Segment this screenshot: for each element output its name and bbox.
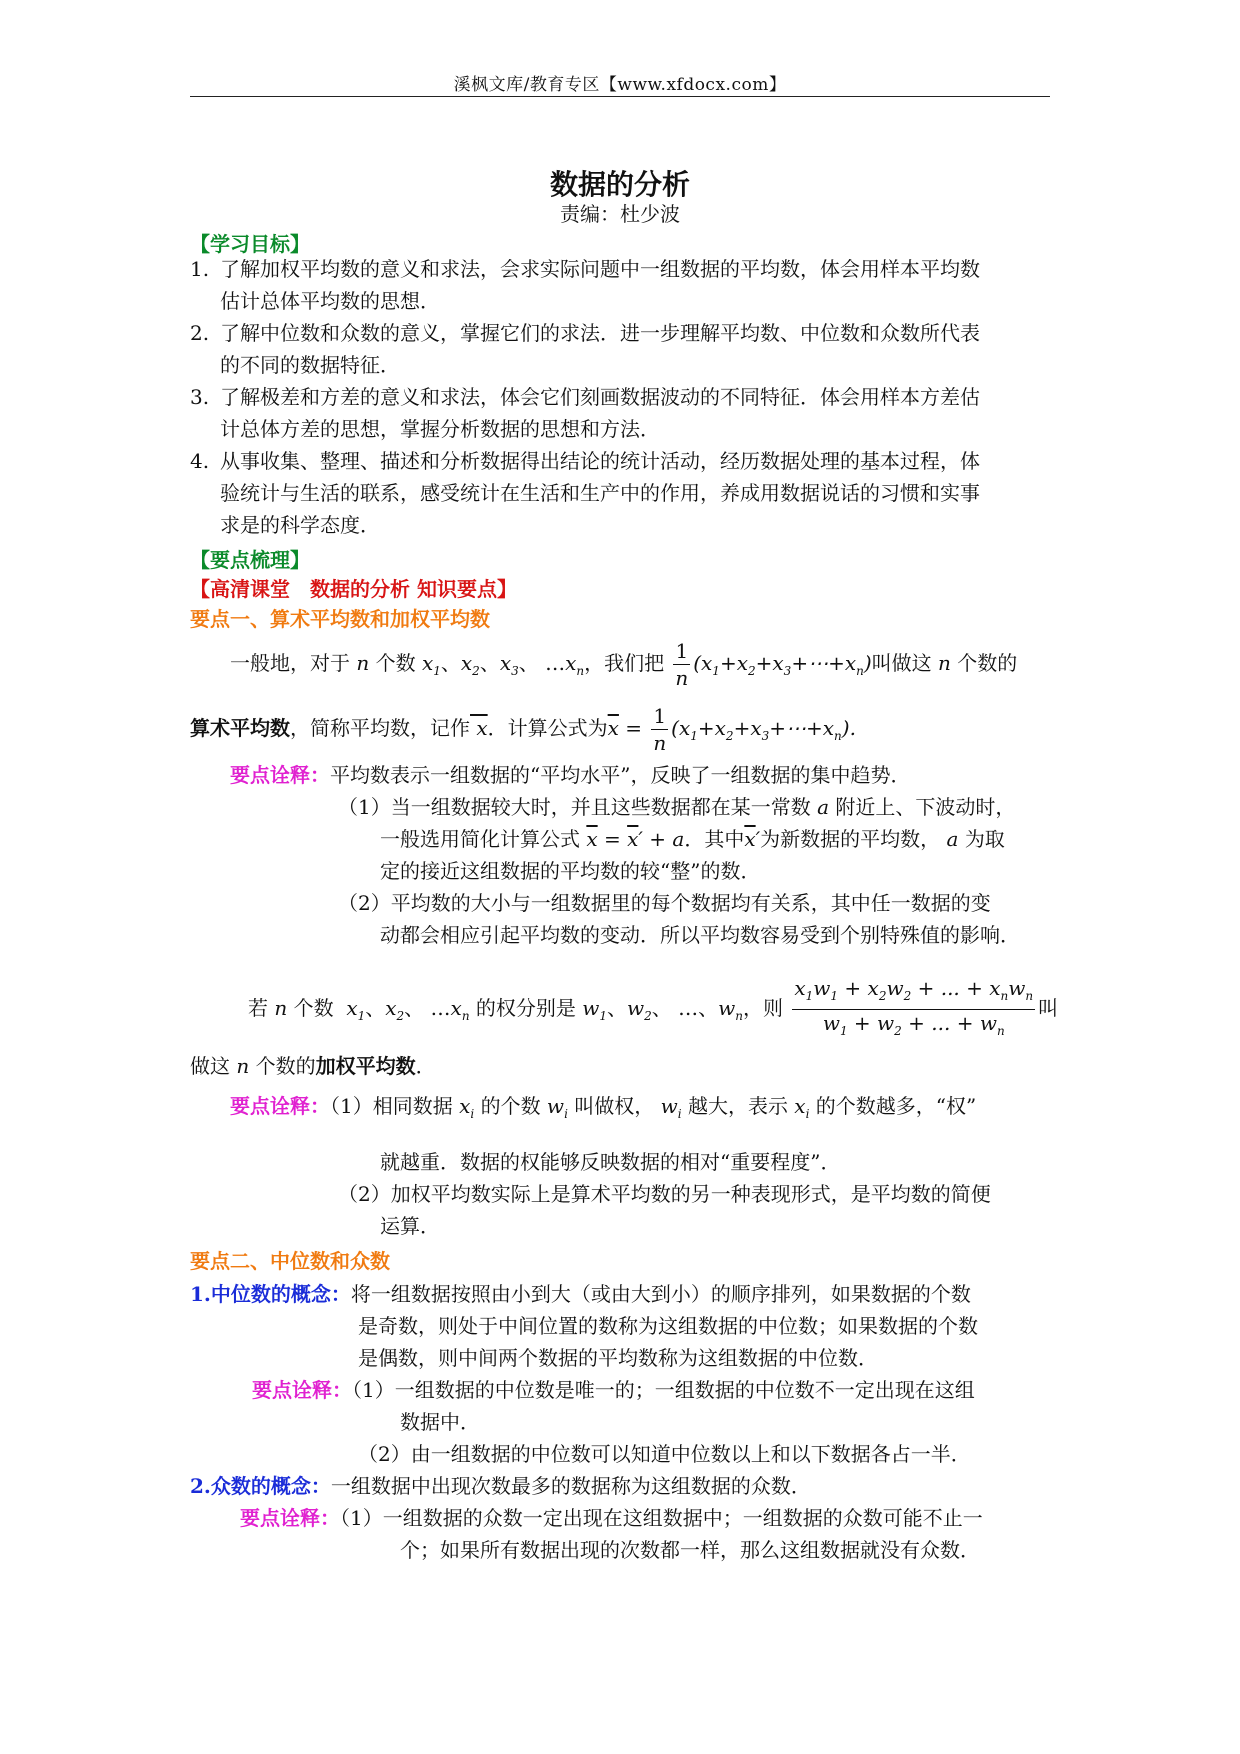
note2-line1: 要点诠释：（1）相同数据 $x_i$ 的个数 $w_i$ 叫做权， $w_i$ 越大，表示 $x_i$ 的个数越多，“权” xyxy=(230,1094,977,1121)
arith-mean-line2: 算术平均数，简称平均数，记作 x．计算公式为$\overline{x}$ = $\frac{1}{n}$ $(x_1+x_2+x_3+\cdots+x_n)$. xyxy=(190,704,856,755)
weighted-line2: 做这 n 个数的加权平均数． xyxy=(190,1054,436,1078)
note2-item2-line2: 运算． xyxy=(380,1214,440,1238)
text-run: 一组数据中出现次数最多的数据称为这组数据的众数． xyxy=(330,1474,811,1498)
weighted-fraction: $\frac{x_1w_1 + x_2w_2 + ... + x_nw_n}{w_1 + w_2 + ... + w_n}$ xyxy=(794,976,1034,1038)
median-note-line1 xyxy=(252,1374,975,1406)
text-run: 个数的 xyxy=(255,1054,316,1078)
note-label: 要点诠释： xyxy=(230,1094,330,1118)
formula-sum: $(x_1+x_2+x_3+\cdots+x_n)$ xyxy=(693,651,872,678)
note2-item2-line1: （2）加权平均数实际上是算术平均数的另一种表现形式，是平均数的简便 xyxy=(338,1182,991,1206)
goal-item xyxy=(190,317,1050,381)
note1-item2-line1: （2）平均数的大小与一组数据里的每个数据均有关系，其中任一数据的变 xyxy=(338,891,991,915)
median-line2: 是奇数，则处于中间位置的数称为这组数据的中位数；如果数据的个数 xyxy=(358,1314,978,1338)
text-run: ．其中 xyxy=(684,827,745,851)
text-run: （1）一组数据的中位数是唯一的；一组数据的中位数不一定出现在这组 xyxy=(352,1378,975,1402)
text-run: 叫做权， xyxy=(574,1094,655,1118)
goal-line: 从事收集、整理、描述和分析数据得出结论的统计活动，经历数据处理的基本过程，体 xyxy=(220,449,980,473)
goals-list xyxy=(190,253,1050,541)
editor-line: 责编：杜少波 xyxy=(560,202,680,226)
text-run: 将一组数据按照由小到大（或由大到小）的顺序排列，如果数据的个数 xyxy=(350,1282,971,1306)
mode-label: 2.众数的概念： xyxy=(190,1474,331,1498)
text-run: （1）相同数据 xyxy=(330,1094,453,1118)
section-video-heading: 【高清课堂 数据的分析 知识要点】 xyxy=(190,577,517,601)
point1-heading: 要点一、算术平均数和加权平均数 xyxy=(190,607,490,631)
text-run: 做这 xyxy=(190,1054,230,1078)
text-run: 为取 xyxy=(964,827,1005,851)
fraction-1-over-n: $\frac{1}{n}$ xyxy=(675,639,689,690)
mode-line1 xyxy=(190,1470,811,1502)
text-run: ，则 xyxy=(743,996,784,1020)
section-points-heading: 【要点梳理】 xyxy=(190,548,310,572)
goal-line: 了解中位数和众数的意义，掌握它们的求法．进一步理解平均数、中位数和众数所代表 xyxy=(220,321,980,345)
weighted-line1: 若 n 个数 $x_1$、$x_2$、 $\dots x_n$ 的权分别是 $w_1$、$w_2$、 …、$w_n$，则 $\frac{x_1w_1 + x_2w_2 + ... + x_nw_n}{w_1 + w_2 + ... + w_n}$ 叫 xyxy=(248,975,1058,1044)
goal-number: 4. xyxy=(190,449,210,473)
median-line3: 是偶数，则中间两个数据的平均数称为这组数据的中位数． xyxy=(358,1346,878,1370)
note-label: 要点诠释： xyxy=(240,1506,340,1530)
text-run: 若 xyxy=(248,996,268,1020)
note1-item1-line1: （1）当一组数据较大时，并且这些数据都在某一常数 a 附近上、下波动时， xyxy=(338,795,1016,819)
text-run: 叫 xyxy=(1038,996,1059,1020)
text-run: ．计算公式为 xyxy=(487,716,608,740)
section-goals-heading: 【学习目标】 xyxy=(190,232,310,256)
text-run: （1）一组数据的众数一定出现在这组数据中；一组数据的众数可能不止一 xyxy=(340,1506,983,1530)
note-label: 要点诠释： xyxy=(252,1378,352,1402)
text-run: 附近上、下波动时， xyxy=(835,795,1016,819)
formula-sum: $(x_1+x_2+x_3+\cdots+x_n)$. xyxy=(671,716,856,743)
median-note-line3: （2）由一组数据的中位数可以知道中位数以上和以下数据各占一半． xyxy=(358,1442,971,1466)
arith-mean-line1: 一般地，对于 n 个数 $x_1$、$x_2$、$x_3$、 $\dots x_n$，我们把 $\frac{1}{n}$ $(x_1+x_2+x_3+\cdots+x_n)$叫做这 n 个数的 xyxy=(230,639,1018,690)
goal-number: 2. xyxy=(190,321,210,345)
text-run: 的个数越多，“权” xyxy=(815,1094,977,1118)
goal-number: 1. xyxy=(190,257,210,281)
note1-line xyxy=(230,759,910,791)
text-run: 个数 xyxy=(375,651,416,675)
goal-item xyxy=(190,381,1050,445)
note1-item2-line2: 动都会相应引起平均数的变动．所以平均数容易受到个别特殊值的影响． xyxy=(380,923,1020,947)
term-arith-mean: 算术平均数 xyxy=(190,716,290,740)
text-run: 的个数 xyxy=(480,1094,541,1118)
goal-number: 3. xyxy=(190,385,210,409)
note-label: 要点诠释： xyxy=(230,763,330,787)
goal-line: 求是的科学态度． xyxy=(220,513,380,537)
term-weighted-mean: 加权平均数 xyxy=(315,1054,416,1078)
text-run: 叫做这 xyxy=(871,651,932,675)
text-run: 个数 xyxy=(293,996,334,1020)
text-run: 一般地，对于 xyxy=(230,651,350,675)
fraction-1-over-n: $\frac{1}{n}$ xyxy=(653,704,667,755)
page-title: 数据的分析 xyxy=(549,168,690,201)
median-note-line2: 数据中． xyxy=(400,1410,480,1434)
header-divider xyxy=(190,96,1050,97)
note1-item1-line2: 一般选用简化计算公式 $\overline{x} = \overline{x}' + a$．其中$\overline{x}'$为新数据的平均数， a 为取 xyxy=(380,827,1005,851)
goal-line: 验统计与生活的联系，感受统计在生活和生产中的作用，养成用数据说话的习惯和实事 xyxy=(220,481,980,505)
page-header: 溪枫文库/教育专区【www.xfdocx.com】 xyxy=(453,75,787,95)
goal-line: 计总体方差的思想，掌握分析数据的思想和方法． xyxy=(220,417,660,441)
goal-line: 估计总体平均数的思想． xyxy=(220,289,440,313)
goal-line: 了解极差和方差的意义和求法，体会它们刻画数据波动的不同特征．体会用样本方差估 xyxy=(220,385,980,409)
goal-item xyxy=(190,253,1050,317)
goal-line: 的不同的数据特征． xyxy=(220,353,400,377)
text-run: 越大，表示 xyxy=(687,1094,788,1118)
text-run: ，我们把 xyxy=(584,651,665,675)
text-run: 的权分别是 xyxy=(475,996,576,1020)
note2-line2: 就越重．数据的权能够反映数据的相对“重要程度”． xyxy=(380,1150,841,1174)
text-run: 为新数据的平均数， xyxy=(760,827,941,851)
goal-line: 了解加权平均数的意义和求法，会求实际问题中一组数据的平均数，体会用样本平均数 xyxy=(220,257,980,281)
mode-note-line2: 个；如果所有数据出现的次数都一样，那么这组数据就没有众数． xyxy=(400,1538,980,1562)
text-run: ，简称平均数，记作 xyxy=(290,716,470,740)
text-run: 平均数表示一组数据的“平均水平”，反映了一组数据的集中趋势． xyxy=(330,763,911,787)
median-label: 1.中位数的概念： xyxy=(190,1282,351,1306)
text-run: 一般选用简化计算公式 xyxy=(380,827,580,851)
point2-heading: 要点二、中位数和众数 xyxy=(190,1249,390,1273)
text-run: （1）当一组数据较大时，并且这些数据都在某一常数 xyxy=(338,795,811,819)
goal-item xyxy=(190,445,1050,541)
note1-item1-line3: 定的接近这组数据的平均数的较“整”的数． xyxy=(380,859,761,883)
mode-note-line1 xyxy=(240,1502,983,1534)
median-line1 xyxy=(190,1278,971,1310)
text-run: 个数的 xyxy=(957,651,1018,675)
